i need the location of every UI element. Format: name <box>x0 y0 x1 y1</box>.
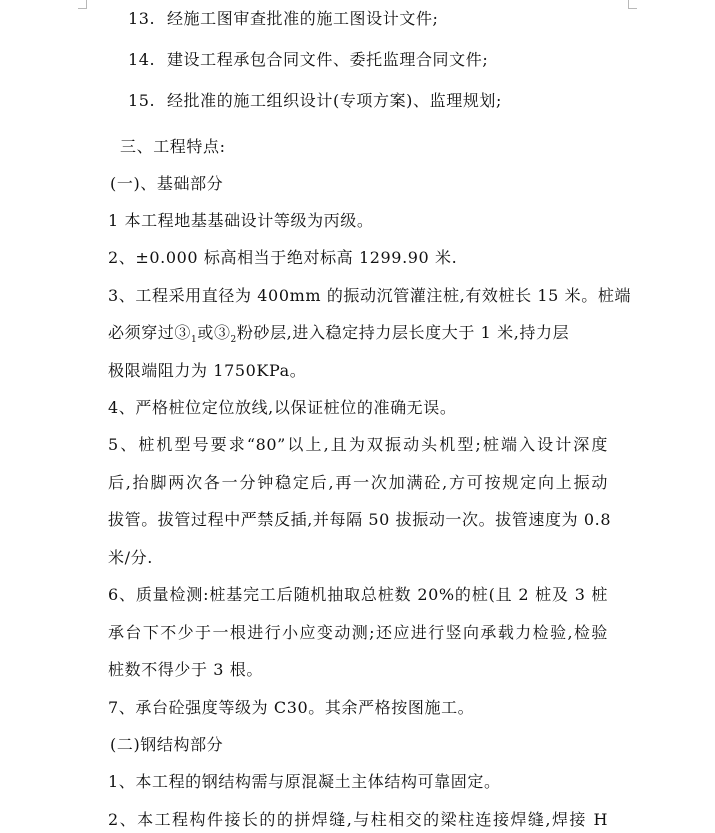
section-heading: 三、工程特点: <box>120 137 226 156</box>
list-text: 经施工图审查批准的施工图设计文件; <box>166 9 439 28</box>
foundation-item-5-line-4: 米/分. <box>108 548 153 567</box>
foundation-item-7: 7、承台砼强度等级为 C30。其余严格按图施工。 <box>108 698 475 717</box>
foundation-item-5-line-2: 后,抬脚两次各一分钟稳定后,再一次加满砼,方可按规定向上振动 <box>108 473 608 492</box>
foundation-item-2: 2、±0.000 标高相当于绝对标高 1299.90 米. <box>108 248 458 267</box>
foundation-item-3-line-3: 极限端阻力为 1750KPa。 <box>108 361 307 380</box>
text-segment: 必须穿过③ <box>108 323 192 342</box>
steel-item-2: 2、本工程构件接长的的拼焊缝,与柱相交的梁柱连接焊缝,焊接 H <box>108 810 608 829</box>
foundation-item-6-line-2: 承台下不少于一根进行小应变动测;还应进行竖向承载力检验,检验 <box>108 623 608 642</box>
text-segment: 粉砂层,进入稳定持力层长度大于 1 米,持力层 <box>236 323 570 342</box>
text-segment: 或③ <box>197 323 231 342</box>
subsection-heading-foundation: (一)、基础部分 <box>110 174 224 193</box>
steel-item-1: 1、本工程的钢结构需与原混凝土主体结构可靠固定。 <box>108 772 501 791</box>
foundation-item-5-line-3: 拔管。拔管过程中严禁反插,并每隔 50 拔振动一次。拔管速度为 0.8 <box>108 510 612 529</box>
subscript: 1 <box>191 335 198 346</box>
list-item-13 <box>128 8 439 30</box>
list-number: 13. <box>128 9 156 28</box>
list-text: 建设工程承包合同文件、委托监理合同文件; <box>166 50 489 69</box>
foundation-item-4: 4、严格桩位定位放线,以保证桩位的准确无误。 <box>108 398 457 417</box>
list-item-14 <box>128 49 488 71</box>
list-item-15 <box>128 90 502 112</box>
crop-mark-left-vertical <box>86 0 87 8</box>
list-number: 15. <box>128 91 156 110</box>
crop-mark-right-vertical <box>628 0 629 8</box>
list-number: 14. <box>128 50 156 69</box>
crop-mark-left-horizontal <box>78 8 87 9</box>
crop-mark-right-horizontal <box>628 8 637 9</box>
foundation-item-6-line-1: 6、质量检测:桩基完工后随机抽取总桩数 20%的桩(且 2 桩及 3 桩 <box>108 585 608 604</box>
foundation-item-3-line-1: 3、工程采用直径为 400mm 的振动沉管灌注桩,有效桩长 15 米。桩端 <box>108 286 632 305</box>
foundation-item-5-line-1: 5、桩机型号要求“80”以上,且为双振动头机型;桩端入设计深度 <box>108 435 608 454</box>
foundation-item-3-line-2 <box>108 322 608 351</box>
subsection-heading-steel: (二)钢结构部分 <box>110 735 224 754</box>
subscript: 2 <box>230 335 237 346</box>
list-text: 经批准的施工组织设计(专项方案)、监理规划; <box>166 91 503 110</box>
foundation-item-1: 1 本工程地基基础设计等级为丙级。 <box>108 211 374 230</box>
foundation-item-6-line-3: 桩数不得少于 3 根。 <box>108 660 263 679</box>
